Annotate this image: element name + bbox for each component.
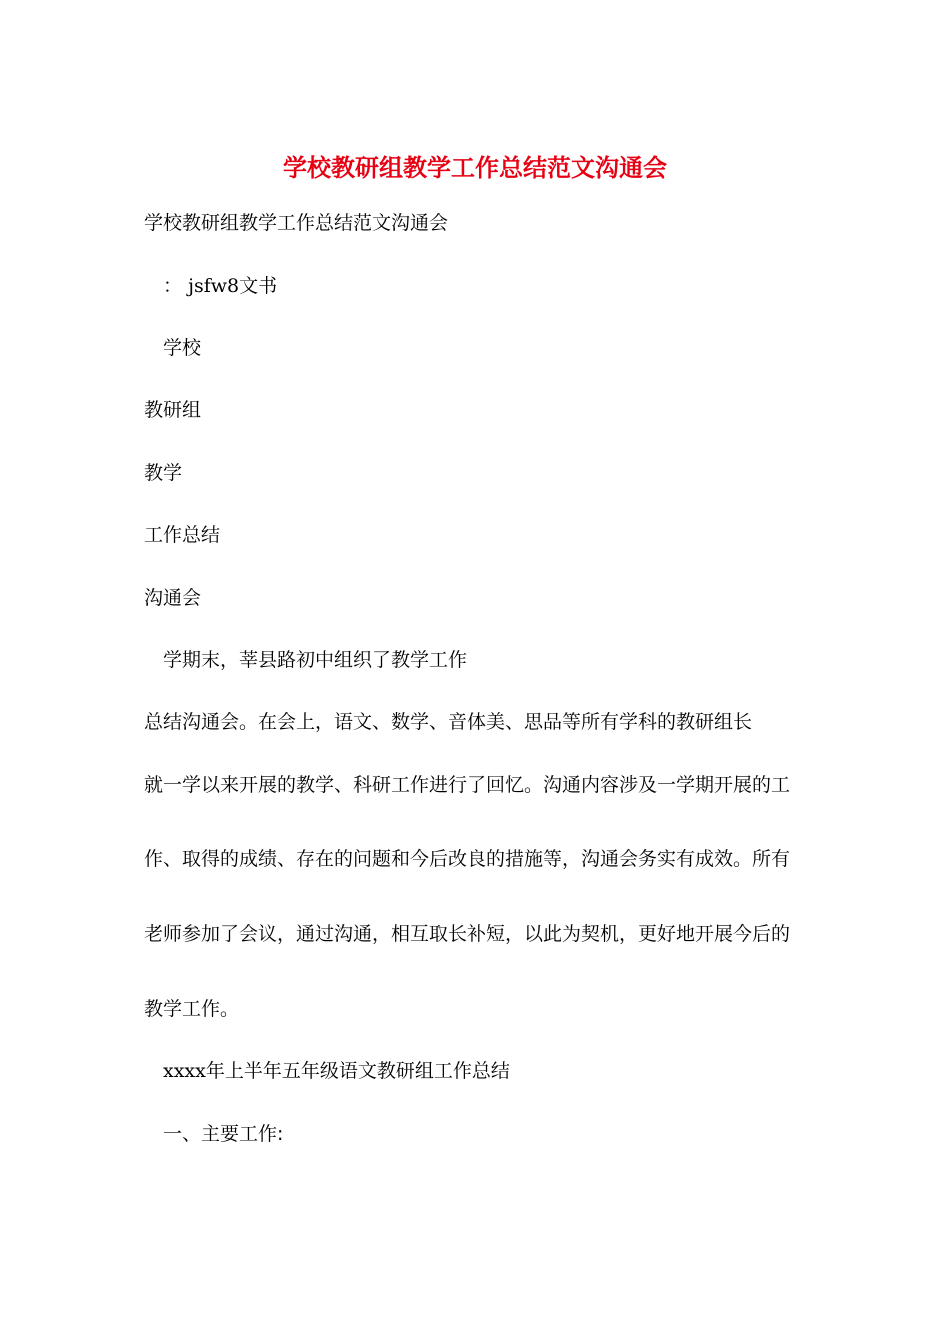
- document-subtitle: 学校教研组教学工作总结范文沟通会: [144, 212, 449, 234]
- paragraph-line: 作、取得的成绩、存在的问题和今后改良的措施等，沟通会务实有成效。所有: [144, 848, 791, 870]
- keyword-line: 工作总结: [144, 524, 221, 546]
- section-heading: [163, 1057, 510, 1085]
- keyword-line: 学校: [163, 337, 202, 359]
- paragraph-line: 老师参加了会议，通过沟通，相互取长补短，以此为契机，更好地开展今后的: [144, 923, 791, 945]
- paragraph-line: 学期末，莘县路初中组织了教学工作: [163, 649, 468, 671]
- source-line: [163, 272, 277, 300]
- subsection-heading: 一、主要工作:: [163, 1123, 284, 1145]
- paragraph-line: 教学工作。: [144, 998, 240, 1020]
- source-prefix: ：: [163, 275, 183, 297]
- section-prefix: xxxx: [163, 1060, 206, 1082]
- keyword-line: 教学: [144, 462, 183, 484]
- paragraph-line: 就一学以来开展的教学、科研工作进行了回忆。沟通内容涉及一学期开展的工: [144, 774, 791, 796]
- document-title: 学校教研组教学工作总结范文沟通会: [283, 154, 667, 182]
- keyword-line: 教研组: [144, 399, 202, 421]
- paragraph-line: 总结沟通会。在会上，语文、数学、音体美、思品等所有学科的教研组长: [144, 711, 753, 733]
- keyword-line: 沟通会: [144, 587, 202, 609]
- source-code: jsfw8: [188, 275, 240, 297]
- source-suffix: 文书: [239, 275, 278, 297]
- section-title: 年上半年五年级语文教研组工作总结: [205, 1060, 510, 1082]
